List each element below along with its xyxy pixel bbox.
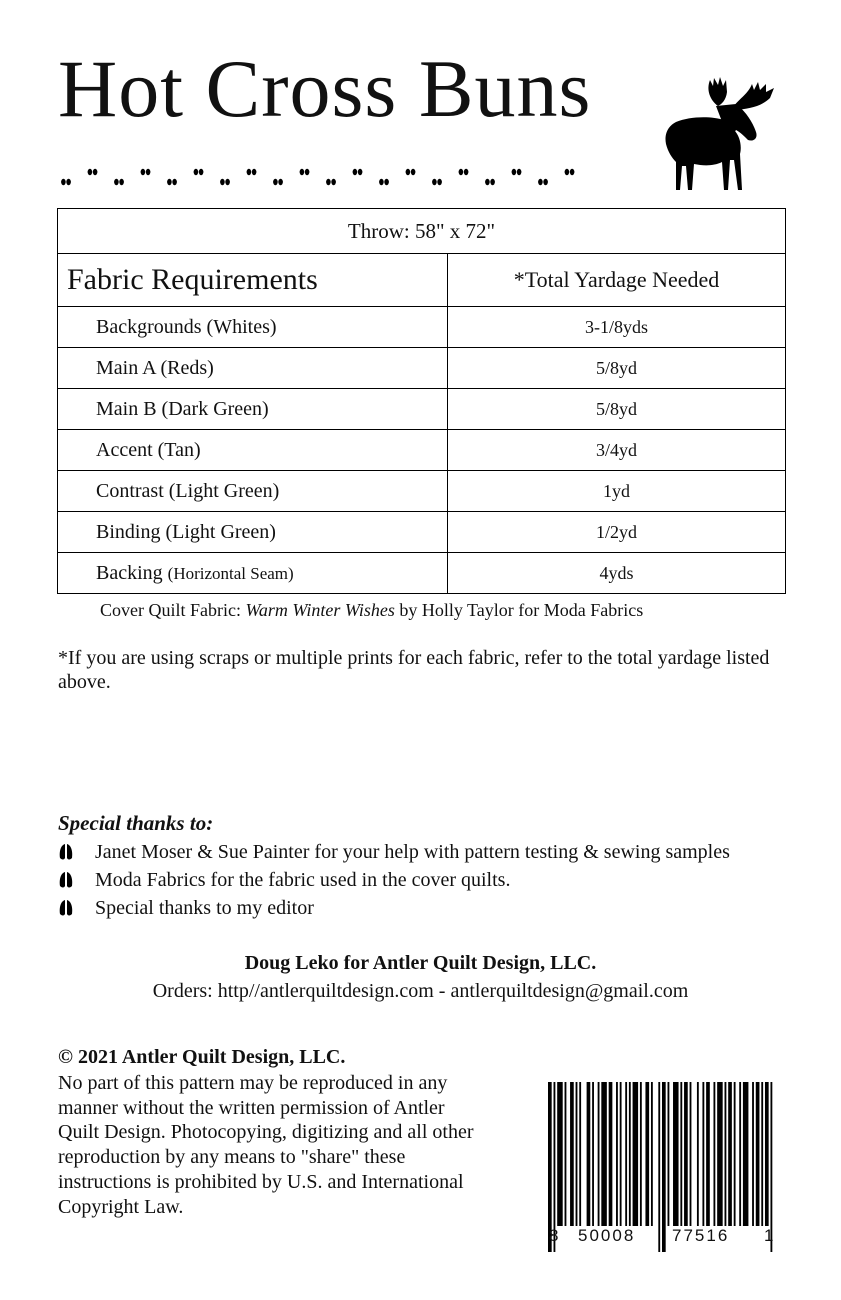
barcode-bar xyxy=(684,1082,688,1226)
size-row xyxy=(58,209,786,254)
fabric-name: Accent (Tan) xyxy=(58,430,448,471)
total-yardage-header: *Total Yardage Needed xyxy=(448,254,786,307)
hoof-print-mark xyxy=(61,179,66,185)
hoof-print-mark xyxy=(490,179,495,185)
hoof-print-mark xyxy=(66,179,71,185)
barcode-bar xyxy=(690,1082,692,1226)
hoof-print-mark xyxy=(459,169,464,175)
hoof-print-mark xyxy=(220,179,225,185)
barcode-bar xyxy=(570,1082,574,1226)
cover-prefix: Cover Quilt Fabric: xyxy=(100,600,246,620)
barcode-bar xyxy=(633,1082,639,1226)
hoof-print-mark xyxy=(538,179,543,185)
barcode-bar xyxy=(609,1082,613,1226)
barcode-digit-right: 1 xyxy=(764,1226,774,1245)
hoof-print-mark xyxy=(517,169,522,175)
copyright-heading: © 2021 Antler Quilt Design, LLC. xyxy=(58,1046,346,1068)
thanks-item: Special thanks to my editor xyxy=(95,896,314,919)
table-row xyxy=(58,512,786,553)
hoof-print-mark xyxy=(512,169,517,175)
hoof-print-icon xyxy=(58,871,74,889)
barcode-bar xyxy=(658,1082,660,1252)
hoof-print-mark xyxy=(432,179,437,185)
hoof-print-mark xyxy=(252,169,257,175)
hoof-print-mark xyxy=(194,169,199,175)
hoof-print-mark xyxy=(384,179,389,185)
fabric-yardage: 1/2yd xyxy=(448,512,786,553)
fabric-name: Binding (Light Green) xyxy=(58,512,448,553)
barcode-bar xyxy=(662,1082,666,1252)
page-title: Hot Cross Buns xyxy=(58,43,592,134)
barcode-bar xyxy=(697,1082,699,1226)
barcode-bar xyxy=(587,1082,591,1226)
table-row xyxy=(58,471,786,512)
table-row xyxy=(58,430,786,471)
barcode-bar xyxy=(743,1082,749,1226)
barcode-bar xyxy=(702,1082,704,1226)
thanks-item: Moda Fabrics for the fabric used in the cover quilts. xyxy=(95,868,511,891)
barcode-bar xyxy=(713,1082,715,1226)
table-row xyxy=(58,553,786,594)
fabric-yardage: 3-1/8yds xyxy=(448,307,786,348)
cover-suffix: by Holly Taylor for Moda Fabrics xyxy=(394,600,644,620)
barcode-bar xyxy=(725,1082,727,1226)
barcode-bar xyxy=(765,1082,769,1226)
orders-line: Orders: http//antlerquiltdesign.com - antlerquiltdesign@gmail.com xyxy=(152,980,689,1002)
barcode-bar xyxy=(752,1082,754,1226)
fabric-yardage: 1yd xyxy=(448,471,786,512)
hoof-print-mark xyxy=(464,169,469,175)
barcode-bar xyxy=(706,1082,710,1226)
barcode-digits-group-1: 50008 xyxy=(578,1226,636,1245)
hoof-print-mark xyxy=(146,169,151,175)
barcode-bar xyxy=(717,1082,723,1226)
barcode-bar xyxy=(565,1082,567,1226)
designer-credit: Doug Leko for Antler Quilt Design, LLC. xyxy=(244,952,597,974)
hoof-print-mark xyxy=(305,169,310,175)
barcode-bar xyxy=(616,1082,618,1226)
table-row xyxy=(58,389,786,430)
hoof-print-mark xyxy=(225,179,230,185)
barcode-bar xyxy=(625,1082,627,1226)
barcode-bar xyxy=(598,1082,600,1226)
fabric-requirements-table xyxy=(57,208,786,594)
fabric-name: Backgrounds (Whites) xyxy=(58,307,448,348)
hoof-print-mark xyxy=(437,179,442,185)
hoof-print-icon xyxy=(58,843,74,861)
barcode-bar xyxy=(629,1082,631,1226)
thanks-item: Janet Moser & Sue Painter for your help with pattern testing & sewing samples xyxy=(95,840,730,863)
barcode-bar xyxy=(579,1082,581,1226)
hoof-print-mark xyxy=(485,179,490,185)
barcode-bar xyxy=(734,1082,736,1226)
barcode-digit-left: 8 xyxy=(549,1226,559,1245)
fabric-requirements-header: Fabric Requirements xyxy=(58,254,448,307)
fabric-name-cell xyxy=(58,553,448,594)
copyright-notice: No part of this pattern may be reproduced in any manner without the written permission of Antler Quilt Design. Photocopying, digitizing and all other reproduction by any means to "share" these instructions is prohibited by U.S. and International Copyright Law. xyxy=(58,1072,474,1218)
hoof-print-mark xyxy=(543,179,548,185)
fabric-yardage: 4yds xyxy=(448,553,786,594)
hoof-print-mark xyxy=(379,179,384,185)
barcode-bar xyxy=(640,1082,642,1226)
barcode-bar xyxy=(645,1082,649,1226)
hoof-print-mark xyxy=(141,169,146,175)
hoof-print-mark xyxy=(570,169,575,175)
barcode-bar xyxy=(651,1082,653,1226)
barcode-digits-group-2: 77516 xyxy=(672,1226,730,1245)
hoof-print-mark xyxy=(331,179,336,185)
fabric-name: Main A (Reds) xyxy=(58,348,448,389)
fabric-yardage: 5/8yd xyxy=(448,348,786,389)
barcode-bar xyxy=(557,1082,563,1226)
barcode-bar xyxy=(620,1082,622,1226)
barcode-bar xyxy=(761,1082,763,1226)
hoof-print-mark xyxy=(353,169,358,175)
hoof-print-mark xyxy=(273,179,278,185)
fabric-name-note: (Horizontal Seam) xyxy=(167,563,294,583)
fabric-name: Main B (Dark Green) xyxy=(58,389,448,430)
barcode-bar xyxy=(680,1082,682,1226)
hoof-print-mark xyxy=(167,179,172,185)
table-row xyxy=(58,307,786,348)
fabric-name: Contrast (Light Green) xyxy=(58,471,448,512)
barcode-bar xyxy=(739,1082,741,1226)
fabric-name: Backing xyxy=(96,561,163,584)
hoof-print-mark xyxy=(358,169,363,175)
hoof-print-mark xyxy=(114,179,119,185)
barcode-bar xyxy=(576,1082,578,1226)
hoof-print-mark xyxy=(119,179,124,185)
table-header-row xyxy=(58,254,786,307)
barcode-bar xyxy=(756,1082,760,1226)
fabric-yardage: 5/8yd xyxy=(448,389,786,430)
barcode-bar xyxy=(601,1082,607,1226)
barcode-bar xyxy=(673,1082,679,1226)
hoof-print-mark xyxy=(278,179,283,185)
hoof-print-icon xyxy=(58,899,74,917)
barcode-bar xyxy=(592,1082,594,1226)
hoof-print-trail xyxy=(60,163,590,191)
cover-fabric-name: Warm Winter Wishes xyxy=(245,600,395,620)
special-thanks-list xyxy=(58,838,730,922)
cover-fabric-line xyxy=(100,600,643,621)
size-label: Throw: 58" x 72" xyxy=(58,209,786,254)
yardage-note: *If you are using scraps or multiple prints for each fabric, refer to the total yardage listed above. xyxy=(58,647,770,693)
moose-icon xyxy=(660,76,782,194)
hoof-print-mark xyxy=(172,179,177,185)
hoof-print-mark xyxy=(300,169,305,175)
hoof-print-mark xyxy=(565,169,570,175)
table-row xyxy=(58,348,786,389)
hoof-print-mark xyxy=(326,179,331,185)
barcode-bar xyxy=(668,1082,670,1226)
list-item xyxy=(58,866,730,894)
hoof-print-mark xyxy=(247,169,252,175)
hoof-print-mark xyxy=(406,169,411,175)
list-item xyxy=(58,838,730,866)
special-thanks-heading: Special thanks to: xyxy=(58,811,214,835)
hoof-print-mark xyxy=(199,169,204,175)
fabric-yardage: 3/4yd xyxy=(448,430,786,471)
hoof-print-mark xyxy=(93,169,98,175)
list-item xyxy=(58,894,730,922)
barcode-bar xyxy=(728,1082,732,1226)
hoof-print-mark xyxy=(88,169,93,175)
hoof-print-mark xyxy=(411,169,416,175)
